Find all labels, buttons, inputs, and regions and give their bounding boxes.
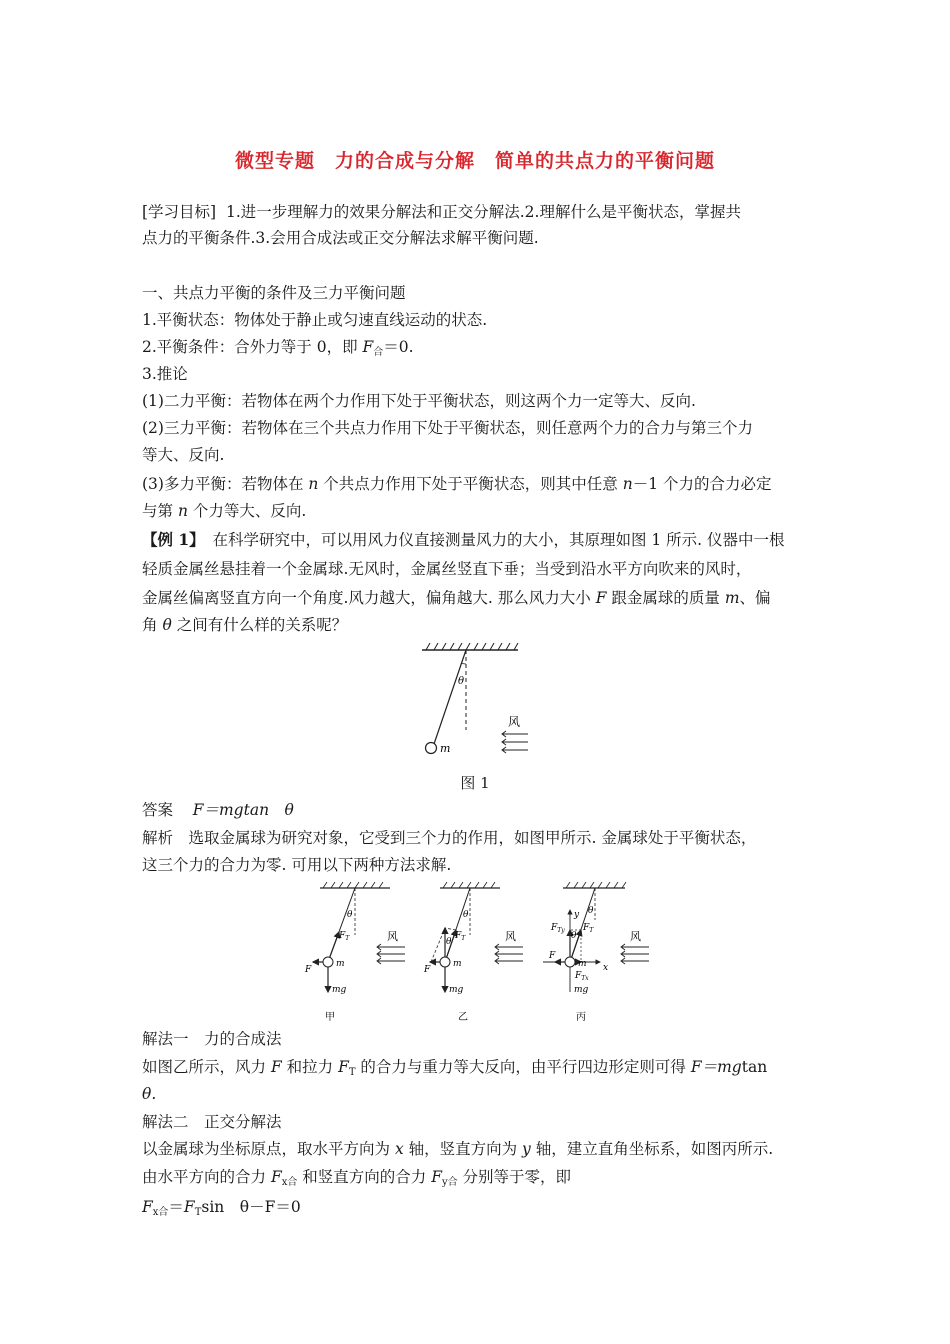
svg-text:FT: $F_T$ xyxy=(583,923,594,934)
list-item: 3.推论 xyxy=(142,365,188,383)
panel-jia xyxy=(304,882,405,1023)
svg-text:风: 风 xyxy=(387,930,398,943)
example-line: 角 θ 之间有什么样的关系呢？ xyxy=(142,616,348,634)
example-label: 【例 1】 xyxy=(142,530,197,549)
svg-text:FTy: $F_{Ty}$ xyxy=(551,923,565,934)
method-1-line: θ. xyxy=(142,1085,157,1103)
svg-text:FTx: $F_{Tx}$ xyxy=(575,971,589,982)
svg-text:m: m xyxy=(453,959,462,969)
analysis-label: 解析 xyxy=(142,829,174,847)
panel-label: 乙 xyxy=(458,1012,468,1023)
answer-formula: F＝mgtan θ xyxy=(192,801,294,819)
page-title: 微型专题 力的合成与分解 简单的共点力的平衡问题 xyxy=(234,150,715,172)
svg-text:m: m xyxy=(578,959,587,969)
svg-text:风: 风 xyxy=(630,930,641,943)
mass-label: m xyxy=(440,742,451,755)
svg-text:FT: $F_T$ xyxy=(339,931,350,942)
svg-text:FT: $F_T$ xyxy=(455,931,466,942)
panel-label: 甲 xyxy=(325,1012,335,1023)
svg-text:F: F xyxy=(305,965,312,975)
list-item: (3)多力平衡：若物体在 n 个共点力作用下处于平衡状态，则其中任意 n－1 个力的合力必定 xyxy=(142,475,772,493)
method-1-title: 解法一 力的合成法 xyxy=(142,1030,282,1048)
figure-1-caption: 图 1 xyxy=(460,774,490,792)
panel-bing xyxy=(543,882,649,1023)
method-2-title: 解法二 正交分解法 xyxy=(142,1113,282,1131)
wire xyxy=(434,650,466,744)
example-line: 轻质金属丝悬挂着一个金属球.无风时，金属丝竖直下垂；当受到沿水平方向吹来的风时， xyxy=(142,560,752,578)
equation-line: $F_{x合}=F_T\sin$ θ－F＝0 xyxy=(142,1198,301,1218)
analysis-line: 解析 选取金属球为研究对象，它受到三个力的作用，如图甲所示. 金属球处于平衡状态， xyxy=(142,829,757,847)
svg-text:mg: mg xyxy=(449,985,464,995)
list-item: 等大、反向. xyxy=(142,446,225,464)
answer-label: 答案 xyxy=(142,801,174,819)
svg-text:F: F xyxy=(549,951,556,961)
svg-text:mg: mg xyxy=(574,985,589,995)
list-item: (2)三力平衡：若物体在三个共点力作用下处于平衡状态，则任意两个力的合力与第三个力 xyxy=(142,419,753,437)
svg-text:θ: θ xyxy=(571,931,577,941)
svg-text:m: m xyxy=(336,959,345,969)
objectives-label: [学习目标] xyxy=(142,203,217,221)
section-heading: 一、共点力平衡的条件及三力平衡问题 xyxy=(142,284,406,302)
example-line: 金属丝偏离竖直方向一个角度.风力越大，偏角越大. 那么风力大小 F 跟金属球的质量 m、偏 xyxy=(142,589,771,607)
svg-text:x: x xyxy=(603,963,609,973)
list-item: 与第 n 个力等大、反向. xyxy=(142,502,307,520)
analysis-line: 这三个力的合力为零. 可用以下两种方法求解. xyxy=(142,856,452,874)
svg-text:mg: mg xyxy=(332,985,347,995)
list-item: 2.平衡条件：合外力等于 0，即 $F_合=0$. xyxy=(142,338,414,358)
figure-2-force-diagrams xyxy=(295,880,665,1025)
svg-text:θ: θ xyxy=(347,910,353,920)
list-item: (1)二力平衡：若物体在两个力作用下处于平衡状态，则这两个力一定等大、反向. xyxy=(142,392,696,410)
answer-line xyxy=(142,797,294,823)
svg-text:θ: θ xyxy=(463,910,469,920)
panel-label: 丙 xyxy=(576,1012,586,1023)
wind-arrows xyxy=(502,731,528,753)
list-item: 1.平衡状态：物体处于静止或匀速直线运动的状态. xyxy=(142,311,488,329)
objectives-line-2: 点力的平衡条件.3.会用合成法或正交分解法求解平衡问题. xyxy=(142,229,539,247)
method-2-line: 以金属球为坐标原点，取水平方向为 x 轴，竖直方向为 y 轴，建立直角坐标系，如图丙所示. xyxy=(142,1140,774,1158)
svg-text:F: F xyxy=(424,965,431,975)
svg-text:风: 风 xyxy=(505,930,516,943)
svg-text:θ: θ xyxy=(588,906,594,916)
figure-1-pendulum xyxy=(400,640,560,770)
svg-text:θ: θ xyxy=(446,937,452,947)
svg-text:y: y xyxy=(574,910,580,920)
method-2-line: 由水平方向的合力 $F_{x合}$ 和竖直方向的合力 $F_{y合}$ 分别等于零，即 xyxy=(142,1168,572,1188)
wind-label: 风 xyxy=(508,715,521,729)
objectives-line-1: [学习目标] 1.进一步理解力的效果分解法和正交分解法.2.理解什么是平衡状态，掌握共 xyxy=(142,203,741,221)
theta-label: θ xyxy=(458,676,465,687)
example-line: 【例 1】 在科学研究中，可以用风力仪直接测量风力的大小，其原理如图 1 所示. 仪器中一根 xyxy=(142,530,785,549)
panel-yi xyxy=(423,882,523,1023)
metal-ball xyxy=(426,743,437,754)
method-1-line: 如图乙所示，风力 F 和拉力 $F_T$ 的合力与重力等大反向，由平行四边形定则可得 F＝mgtan xyxy=(142,1058,768,1078)
